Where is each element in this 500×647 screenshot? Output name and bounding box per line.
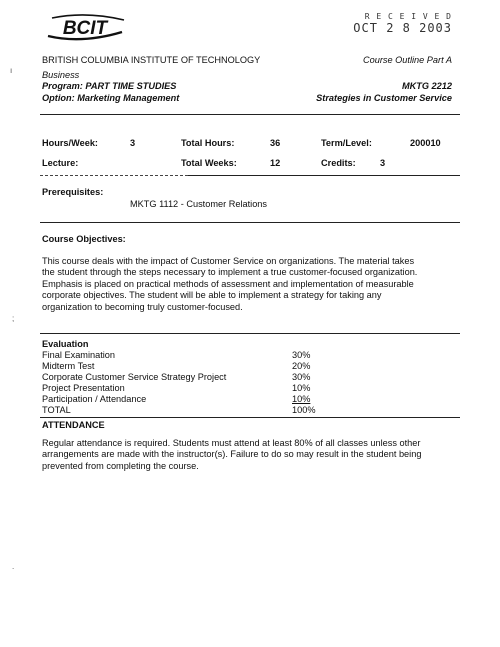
evaluation-item-percent: 30% [292,350,311,360]
bcit-logo [42,10,128,44]
stamp-received-text: R E C E I V E D [364,12,452,21]
evaluation-total-row [42,405,322,416]
stamp-date: OCT 2 8 2003 [353,21,452,35]
total-hours-value: 36 [270,138,281,148]
evaluation-item-percent: 10% [292,394,311,404]
margin-mark: ; [12,314,15,323]
course-code: MKTG 2212 [401,81,452,91]
total-weeks-value: 12 [270,158,281,168]
objectives-line: This course deals with the impact of Customer Service on organizations. The material takes [42,256,415,266]
divider [40,417,460,418]
objectives-paragraph [42,256,460,313]
evaluation-row [42,372,322,383]
total-weeks-label: Total Weeks: [181,158,237,168]
objectives-line: Emphasis is placed on practical methods of assessment and implementation of measurable [42,278,414,289]
evaluation-heading: Evaluation [42,339,89,349]
divider [40,333,460,334]
margin-mark: ı [10,66,13,75]
svg-text:BCIT: BCIT [62,18,108,39]
evaluation-row [42,383,322,394]
objectives-heading: Course Objectives: [42,234,126,244]
divider [40,222,460,223]
attendance-paragraph [42,438,460,472]
evaluation-total-percent: 100% [292,405,316,415]
evaluation-item-name: Participation / Attendance [42,394,147,404]
term-level-value: 200010 [410,138,441,148]
option-line: Option: Marketing Management [42,93,180,103]
received-stamp [353,12,452,35]
attendance-line: arrangements are made with the instructor(s). Failure to do so may result in the student being [42,449,422,460]
divider-dashed [40,175,188,176]
credits-label: Credits: [321,158,356,168]
attendance-line: Regular attendance is required. Students must attend at least 80% of all classes unless other [42,438,421,448]
evaluation-total-label: TOTAL [42,405,71,415]
divider [188,175,460,176]
margin-mark: . [12,562,15,571]
evaluation-row [42,361,322,372]
evaluation-row [42,350,322,361]
evaluation-item-name: Project Presentation [42,383,125,393]
outline-label: Course Outline Part A [362,55,452,65]
hours-week-label: Hours/Week: [42,138,98,148]
hours-week-value: 3 [130,138,136,148]
attendance-line: prevented from completing the course. [42,460,199,471]
evaluation-item-percent: 20% [292,361,311,371]
prerequisites-heading: Prerequisites: [42,187,104,197]
attendance-heading: ATTENDANCE [42,420,105,430]
institute-name: BRITISH COLUMBIA INSTITUTE OF TECHNOLOGY [42,55,261,65]
evaluation-item-percent: 10% [292,383,311,393]
evaluation-item-name: Final Examination [42,350,116,360]
evaluation-item-name: Midterm Test [42,361,95,371]
evaluation-item-percent: 30% [292,372,311,382]
objectives-line: the student through the steps necessary to implement a true customer-focused organization. [42,267,418,278]
evaluation-item-name: Corporate Customer Service Strategy Project [42,372,227,382]
program-line: Program: PART TIME STUDIES [42,81,177,91]
credits-value: 3 [380,158,386,168]
total-hours-label: Total Hours: [181,138,235,148]
lecture-label: Lecture: [42,158,79,168]
term-level-label: Term/Level: [321,138,372,148]
course-title: Strategies in Customer Service [316,93,452,103]
evaluation-row [42,394,322,405]
objectives-line: organization to becoming truly customer-focused. [42,301,243,312]
divider [40,114,460,115]
school-name: Business [42,70,80,80]
objectives-line: corporate objectives. The student will be able to implement a strategy for taking any [42,290,382,301]
prerequisite-course: MKTG 1112 - Customer Relations [130,199,268,209]
